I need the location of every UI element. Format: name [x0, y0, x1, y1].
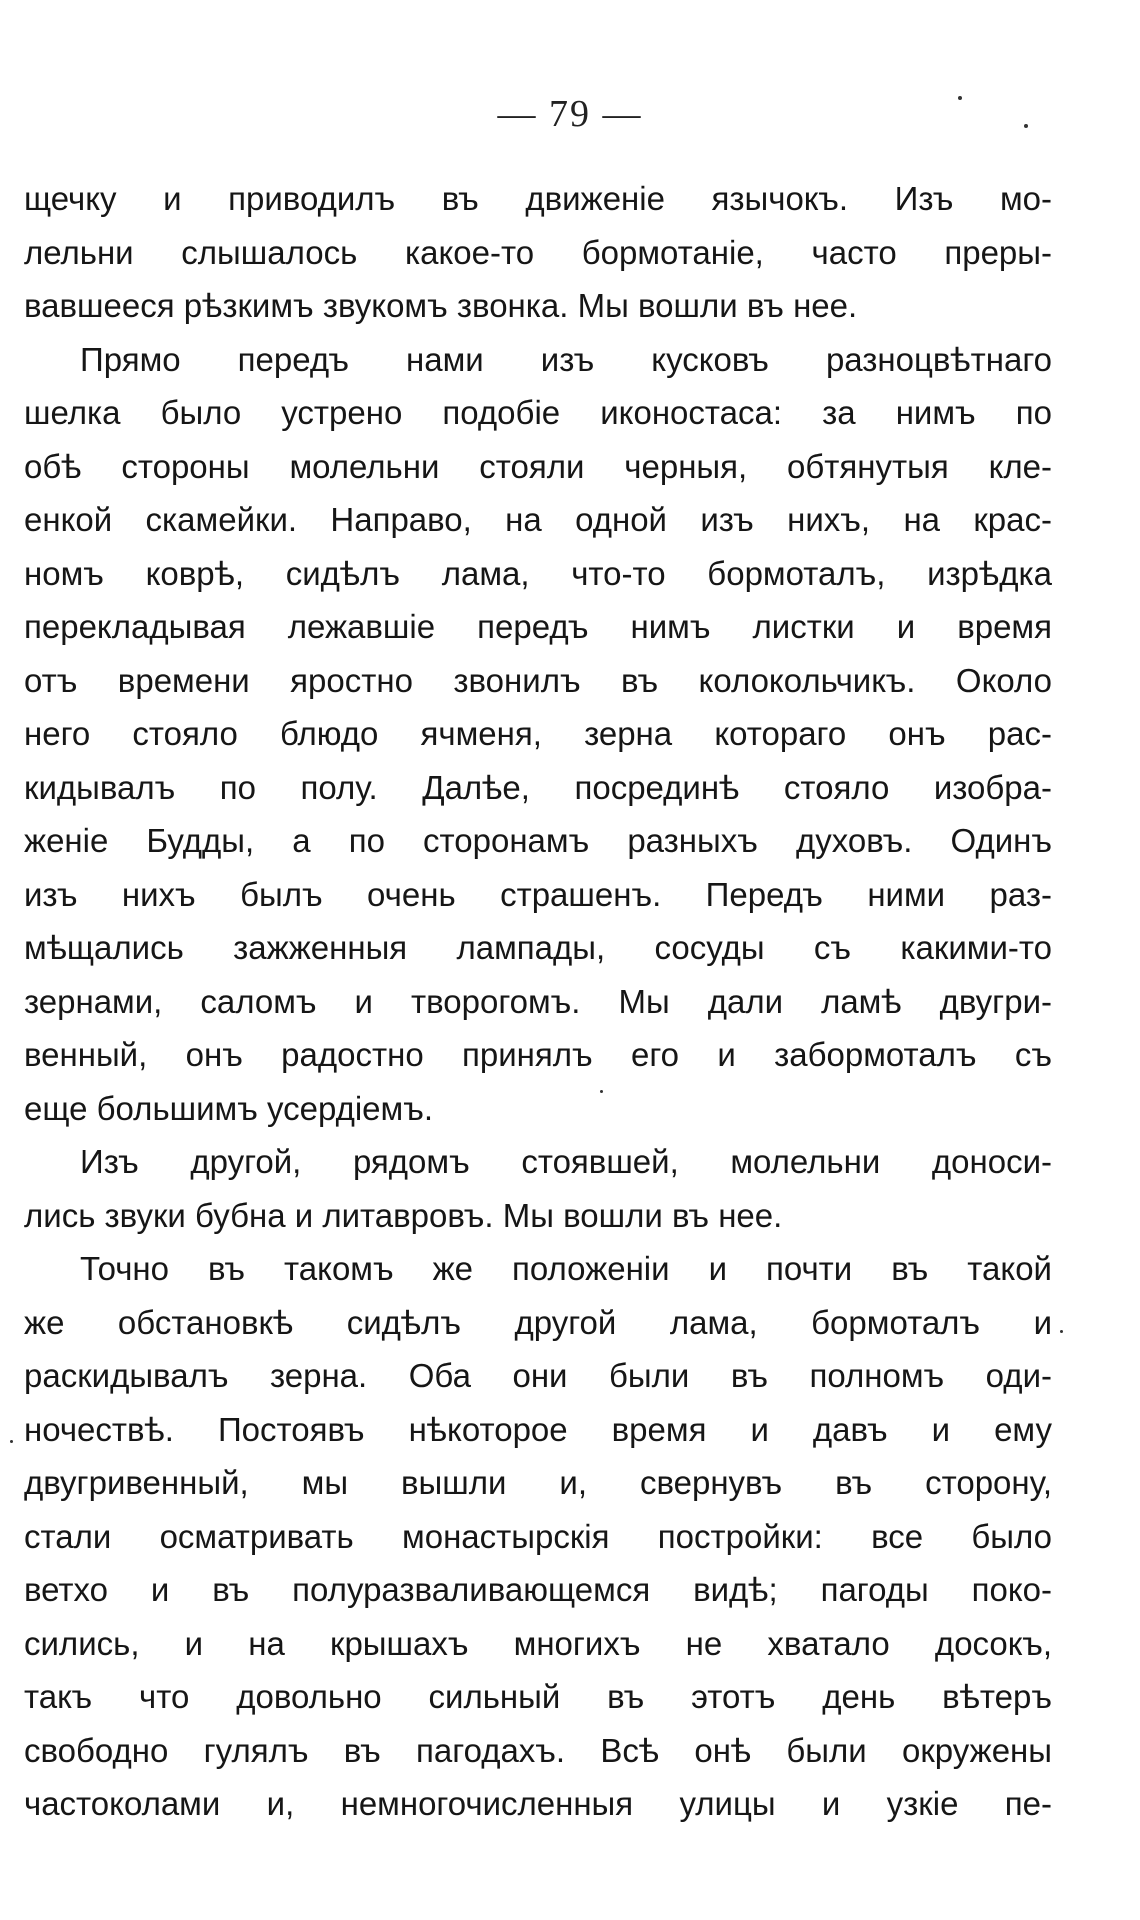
text-line: раскидывалъ зерна. Оба они были въ полномъ оди- [24, 1357, 1052, 1394]
text-line: мѣщались зажженныя лампады, сосуды съ какими-то [24, 929, 1052, 966]
text-line: такъ что довольно сильный въ этотъ день вѣтеръ [24, 1678, 1052, 1715]
text-line: свободно гулялъ въ пагодахъ. Всѣ онѣ были окружены [24, 1731, 1052, 1769]
text-line: щечку и приводилъ въ движеніе язычокъ. Изъ мо- [24, 180, 1052, 217]
text-line: обѣ стороны молельни стояли черныя, обтянутыя кле- [24, 447, 1052, 485]
text-line: женіе Будды, а по сторонамъ разныхъ духовъ. Одинъ [24, 822, 1052, 859]
text-line: перекладывая лежавшіе передъ нимъ листки и время [24, 608, 1052, 645]
text-line: венный, онъ радостно принялъ его и забормоталъ съ [24, 1036, 1052, 1073]
scan-speck [10, 1440, 13, 1443]
text-line: кидывалъ по полу. Далѣе, посрединѣ стояло изобра- [24, 768, 1052, 806]
text-line: Изъ другой, рядомъ стоявшей, молельни доноси- [80, 1143, 1052, 1180]
scan-speck [600, 1090, 603, 1093]
text-line: вавшееся рѣзкимъ звукомъ звонка. Мы вошли въ нее. [24, 287, 858, 324]
text-line: енкой скамейки. Направо, на одной изъ нихъ, на крас- [24, 501, 1052, 538]
text-line: двугривенный, мы вышли и, свернувъ въ сторону, [24, 1464, 1052, 1501]
text-line: зернами, саломъ и творогомъ. Мы дали ламѣ двугри- [24, 982, 1052, 1020]
text-line: стали осматривать монастырскія постройки: все было [24, 1517, 1052, 1555]
text-line: ветхо и въ полуразваливающемся видѣ; пагоды поко- [24, 1571, 1052, 1608]
text-line: лись звуки бубна и литавровъ. Мы вошли въ нее. [24, 1196, 783, 1234]
text-line: Точно въ такомъ же положеніи и почти въ такой [80, 1250, 1052, 1287]
page-number: — 79 — [497, 93, 643, 135]
text-line: лельни слышалось какое-то бормотаніе, часто преры- [24, 233, 1052, 271]
text-line: него стояло блюдо ячменя, зерна котораго онъ рас- [24, 715, 1052, 752]
scan-speck [958, 96, 962, 100]
text-line: же обстановкѣ сидѣлъ другой лама, бормоталъ и [24, 1303, 1052, 1341]
text-line: шелка было устрено подобіе иконостаса: за нимъ по [24, 394, 1052, 431]
text-line: отъ времени яростно звонилъ въ колокольчикъ. Около [24, 661, 1052, 699]
body-text [24, 172, 1052, 1831]
text-line: сились, и на крышахъ многихъ не хватало досокъ, [24, 1624, 1052, 1662]
scan-speck [1060, 1330, 1063, 1333]
text-line: еще большимъ усердіемъ. [24, 1089, 434, 1127]
text-line: номъ коврѣ, сидѣлъ лама, что-то бормоталъ, изрѣдка [24, 554, 1052, 592]
text-line: ночествѣ. Постоявъ нѣкоторое время и давъ и ему [24, 1410, 1052, 1448]
text-line: частоколами и, немногочисленныя улицы и узкіе пе- [24, 1785, 1052, 1822]
scan-speck [1024, 124, 1028, 128]
text-line: изъ нихъ былъ очень страшенъ. Передъ ними раз- [24, 875, 1052, 913]
text-line: Прямо передъ нами изъ кусковъ разноцвѣтнаго [80, 340, 1052, 378]
